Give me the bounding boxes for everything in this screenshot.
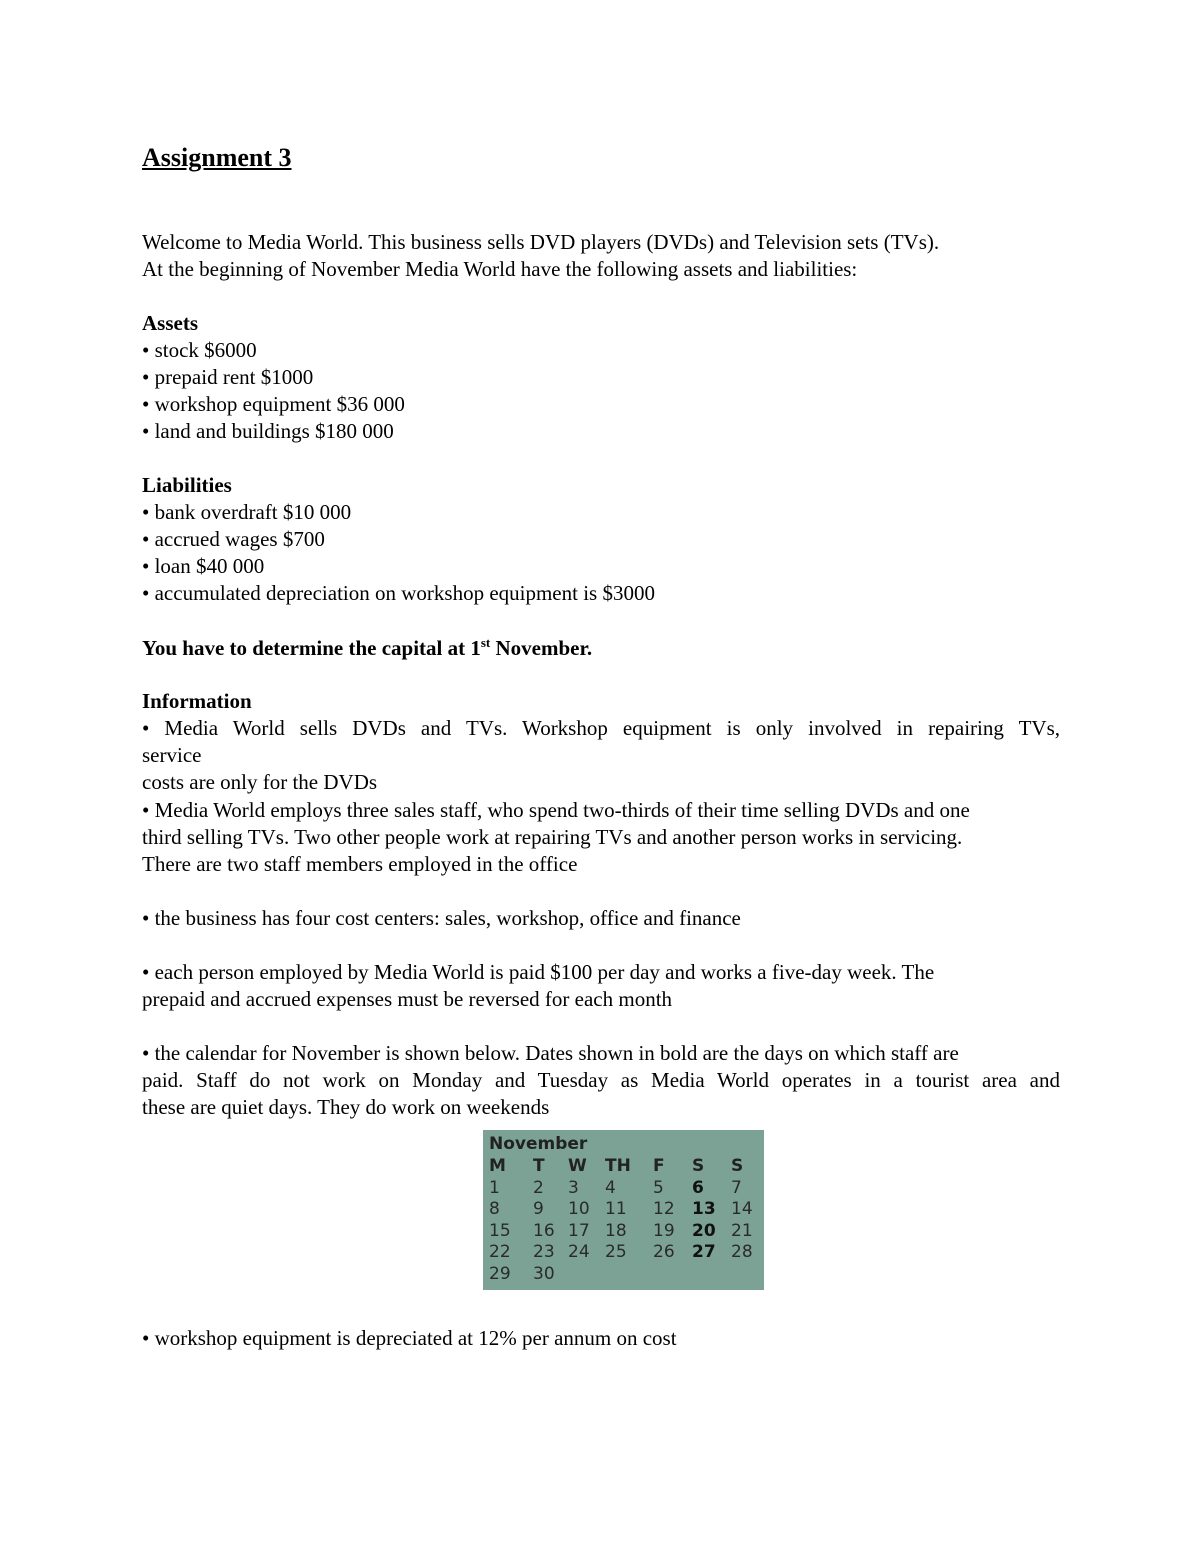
info-line: service — [142, 743, 202, 767]
calendar-day: 22 — [489, 1242, 511, 1263]
calendar-day: 7 — [731, 1177, 742, 1198]
calendar-day: 26 — [653, 1242, 675, 1263]
calendar-day: 17 — [568, 1220, 590, 1241]
calendar-day: 14 — [731, 1199, 753, 1220]
info-line: these are quiet days. They do work on weekends — [142, 1095, 550, 1119]
page-title: Assignment 3 — [142, 143, 292, 172]
calendar-weekday: F — [653, 1156, 665, 1176]
info-line: prepaid and accrued expenses must be reversed for each month — [142, 987, 673, 1011]
calendar-day: 28 — [731, 1242, 753, 1263]
intro-line: At the beginning of November Media World have the following assets and liabilities: — [142, 257, 858, 281]
info-line: third selling TVs. Two other people work at repairing TVs and another person works in servicing. — [142, 825, 963, 849]
task-statement — [142, 635, 592, 662]
calendar-day: 16 — [533, 1220, 555, 1241]
info-line: costs are only for the DVDs — [142, 770, 378, 794]
calendar-day: 19 — [653, 1220, 675, 1241]
calendar-paid-day: 20 — [692, 1220, 716, 1241]
calendar-weekday: S — [692, 1156, 705, 1176]
calendar-day: 10 — [568, 1199, 590, 1220]
calendar-day: 5 — [653, 1177, 664, 1198]
calendar-day: 23 — [533, 1242, 555, 1263]
calendar-day: 29 — [489, 1263, 511, 1284]
november-calendar — [483, 1130, 764, 1290]
calendar-month: November — [489, 1134, 588, 1154]
calendar-paid-day: 13 — [692, 1199, 716, 1220]
calendar-day: 11 — [605, 1199, 627, 1220]
calendar-day: 25 — [605, 1242, 627, 1263]
liability-item: • accrued wages $700 — [142, 527, 325, 551]
info-line: • each person employed by Media World is paid $100 per day and works a five-day week. The — [142, 960, 935, 984]
liabilities-heading: Liabilities — [142, 473, 232, 497]
calendar-day: 15 — [489, 1220, 511, 1241]
asset-item: • stock $6000 — [142, 338, 257, 362]
asset-item: • prepaid rent $1000 — [142, 365, 314, 389]
calendar-day: 12 — [653, 1199, 675, 1220]
task-superscript: st — [480, 635, 491, 650]
calendar-day: 8 — [489, 1199, 500, 1220]
task-text: You have to determine the capital at 1 — [142, 636, 481, 660]
calendar-paid-day: 27 — [692, 1242, 716, 1263]
info-line: • Media World employs three sales staff, who spend two-thirds of their time selling DVDs and one — [142, 798, 970, 822]
info-line: • Media World sells DVDs and TVs. Workshop equipment is only involved in repairing TVs, — [142, 716, 1060, 740]
info-line: • the business has four cost centers: sales, workshop, office and finance — [142, 906, 741, 930]
liability-item: • accumulated depreciation on workshop equipment is $3000 — [142, 581, 655, 605]
calendar-day: 30 — [533, 1263, 555, 1284]
calendar-day: 9 — [533, 1199, 544, 1220]
calendar-weekday: T — [533, 1156, 545, 1176]
calendar-day: 4 — [605, 1177, 616, 1198]
asset-item: • workshop equipment $36 000 — [142, 392, 405, 416]
calendar-day: 1 — [489, 1177, 500, 1198]
calendar-weekday: M — [489, 1156, 506, 1176]
intro-line: Welcome to Media World. This business sells DVD players (DVDs) and Television sets (TVs). — [142, 230, 940, 254]
calendar-day: 3 — [568, 1177, 579, 1198]
assets-heading: Assets — [142, 311, 198, 335]
calendar-day: 18 — [605, 1220, 627, 1241]
calendar-weekday: TH — [605, 1156, 631, 1176]
asset-item: • land and buildings $180 000 — [142, 419, 394, 443]
task-text-end: November. — [490, 636, 593, 660]
liability-item: • loan $40 000 — [142, 554, 265, 578]
info-line: • the calendar for November is shown below. Dates shown in bold are the days on which staff are — [142, 1041, 959, 1065]
calendar-day: 24 — [568, 1242, 590, 1263]
information-heading: Information — [142, 689, 252, 713]
calendar-weekday: S — [731, 1156, 744, 1176]
calendar-paid-day: 6 — [692, 1177, 704, 1198]
info-line: • workshop equipment is depreciated at 12% per annum on cost — [142, 1326, 677, 1350]
info-line: There are two staff members employed in the office — [142, 852, 578, 876]
calendar-day: 21 — [731, 1220, 753, 1241]
liability-item: • bank overdraft $10 000 — [142, 500, 352, 524]
calendar-weekday: W — [568, 1156, 587, 1176]
info-line: paid. Staff do not work on Monday and Tuesday as Media World operates in a tourist area and — [142, 1068, 1060, 1092]
calendar-day: 2 — [533, 1177, 544, 1198]
